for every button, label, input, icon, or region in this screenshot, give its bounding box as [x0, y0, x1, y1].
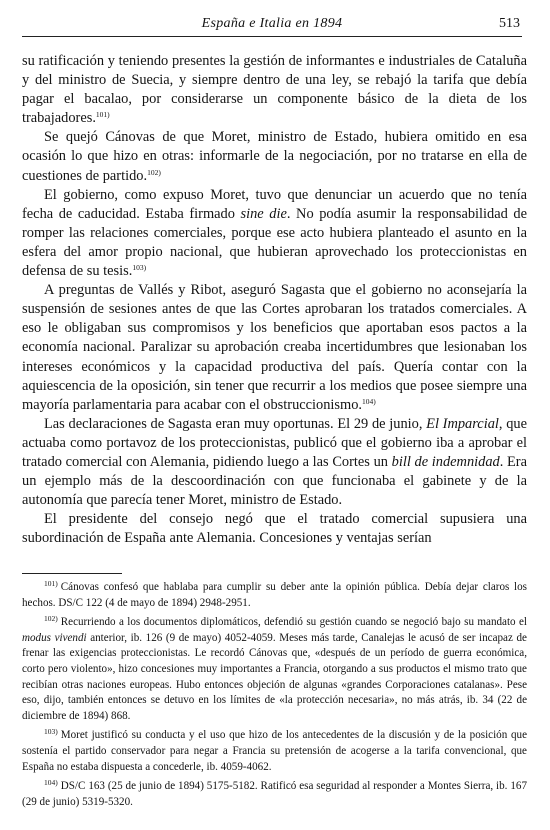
text-segment: Recurriendo a los documentos diplomáticos, defendió su gestión cuando se negoció bajo su mandato el [60, 616, 527, 629]
footnote-reference: 101) [95, 110, 110, 120]
footnote [22, 580, 527, 611]
text-segment: A preguntas de Vallés y Ribot, aseguró Sagasta que el gobierno no aconsejaría la suspensión de sesiones antes de que las Cortes aprobaran los tratados comerciales. A eso le obligaban sus compromisos y los beneficios que aportaban esos pactos a la economía nacional. Paralizar su aprobación creaba incertidumbres que lesionaban los intereses económicos y la capacidad productiva del país. Quería contar con la aquiescencia de la oposición, sin tener que recurrir a los medios que posee siempre una mayoría parlamentaria para acabar con el obstruccionismo. [22, 282, 527, 413]
italic-text: bill de indemnidad [391, 453, 500, 470]
text-segment: . No podía asumir la responsabilidad de romper las relaciones comerciales, porque ese acto hubiera planteado el asunto en la esfera del amor propio nacional, que hubieran aprovechado los proteccionistas en defensa de su tesis. [22, 205, 528, 280]
text-segment: Cánovas confesó que hablaba para cumplir su deber ante la opinión pública. Debía dejar claros los hechos. DS/C 122 (4 de mayo de 1894) 2948-2951. [22, 581, 527, 609]
footnote-number: 101) [44, 579, 58, 588]
page-number: 513 [499, 16, 520, 31]
italic-text: sine die [240, 205, 287, 222]
footnote-number: 103) [44, 727, 58, 737]
paragraph [22, 186, 527, 281]
paragraph [22, 128, 527, 185]
footnote-reference: 102) [147, 167, 161, 177]
text-segment: anterior, ib. 126 (9 de mayo) 4052-4059. Meses más tarde, Canalejas le acusó de ser incapaz de frenar las exigencias proteccionistas. Le recordó Cánovas que, «después de un período de guerra económica, corto pero violento», hizo concesiones muy importantes a Francia, otorgando a sus productos el mismo trato que recibían otras naciones europeas. Hubo entonces objeción de algunas «grandes Corporaciones catalanas». Pese eso, dijo, también entonces se detuvo en los límites de «la protección necesaria», no más atrás, ib. 34 (22 de diciembre de 1894) 868. [22, 631, 527, 722]
text-segment: Moret justificó su conducta y el uso que hizo de los antecedentes de la discusión y de la posición que sostenía el partido conservador para negar a Francia su pretensión de acogerse a la tarifa convencional, que España no estaba dispuesta a concederle, ib. 4059-4062. [22, 729, 527, 773]
text-segment: El presidente del consejo negó que el tratado comercial supusiera una subordinación de España ante Alemania. Concesiones y ventajas serían [22, 511, 527, 547]
italic-text: El Imparcial [426, 415, 499, 432]
footnote-reference: 103) [132, 263, 147, 273]
footnotes [22, 580, 527, 814]
text-segment: . Era un ejemplo más de la descoordinación con que funcionaba el gabinete y de la autonomía que parecía tener Moret, ministro de Estado. [22, 453, 527, 509]
paragraph [22, 52, 527, 128]
footnote-separator [22, 573, 122, 574]
text-segment: Las declaraciones de Sagasta eran muy oportunas. El 29 de junio, [44, 415, 427, 432]
footnote-reference: 104) [362, 396, 376, 406]
footnote [22, 615, 527, 724]
paragraph [22, 415, 527, 510]
footnote-number: 102) [44, 614, 58, 624]
running-head [22, 14, 522, 37]
italic-text: modus vivendi [22, 631, 87, 644]
paragraph [22, 510, 527, 548]
paragraph [22, 281, 527, 415]
footnote-number: 104) [44, 778, 58, 788]
footnote [22, 779, 527, 810]
running-head-title: España e Italia en 1894 [201, 16, 343, 31]
footnote [22, 728, 527, 775]
body-text [22, 52, 527, 548]
text-segment: El gobierno, como expuso Moret, tuvo que denunciar un acuerdo que no tenía fecha de caducidad. Estaba firmado [22, 186, 527, 222]
text-segment: su ratificación y teniendo presentes la gestión de informantes e industriales de Cataluña y del ministro de Suecia, y siempre dentro de una ley, se rebajó la tarifa que debía pagar el bacalao, por considerarse un componente básico de la dieta de los trabajadores. [22, 53, 527, 127]
text-segment: DS/C 163 (25 de junio de 1894) 5175-5182. Ratificó esa seguridad al responder a Montes Sierra, ib. 167 (29 de junio) 5319-5320. [22, 780, 527, 808]
text-segment: Se quejó Cánovas de que Moret, ministro de Estado, hubiera omitido en esa ocasión lo que hizo en otras: informarle de la negociación, por no tratarse en ella de cuestiones de partido. [22, 129, 527, 184]
text-segment: , que actuaba como portavoz de los proteccionistas, publicó que el gobierno iba a aprobar el tratado comercial con Alemania, pidiendo luego a las Cortes un [22, 415, 527, 470]
